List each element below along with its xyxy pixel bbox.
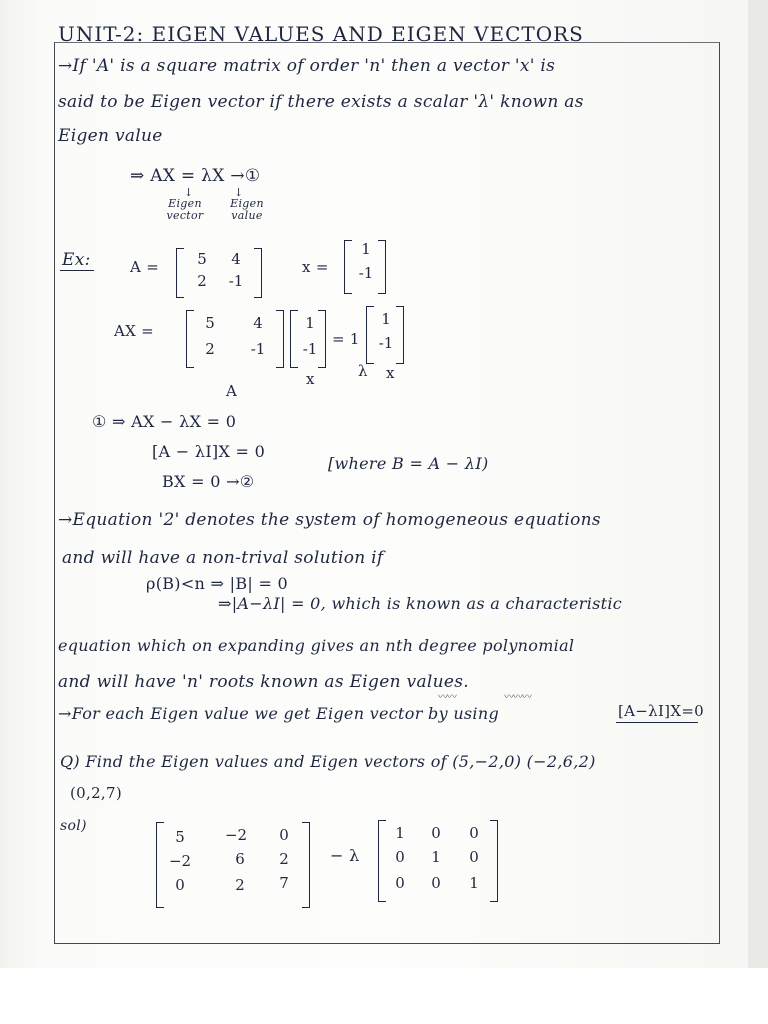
paragraph-2-line-5: equation which on expanding gives an nth degree polynomial <box>58 636 575 655</box>
matrix-A-left-bracket <box>176 248 184 298</box>
question-line-1: Q) Find the Eigen values and Eigen vectors of (5,−2,0) (−2,6,2) <box>60 752 596 771</box>
solution-matrix-cell: −2 <box>168 852 192 870</box>
AX-label: AX = <box>114 322 155 340</box>
vector-x-cell: -1 <box>358 264 374 282</box>
paragraph-2-line-4: ⇒|A−λI| = 0, which is known as a characteristic <box>218 594 623 613</box>
minus-lambda: − λ <box>330 846 360 865</box>
AX-matrix-cell: 4 <box>253 314 263 332</box>
AX-matrix-cell: 2 <box>205 340 215 358</box>
solution-matrix-cell: −2 <box>224 826 248 844</box>
AX-matrix-left-bracket <box>186 310 194 368</box>
solution-matrix-cell: 2 <box>279 850 289 868</box>
result-vector-cell: -1 <box>378 334 394 352</box>
equals-lambda: = 1 <box>332 330 360 348</box>
matrix-A-label: A = <box>130 258 160 276</box>
result-vector-right-bracket <box>396 306 404 364</box>
AX-matrix-cell: -1 <box>250 340 266 358</box>
page-title: UNIT-2: EIGEN VALUES AND EIGEN VECTORS <box>58 22 584 46</box>
AX-matrix-right-bracket <box>276 310 284 368</box>
matrix-A-right-bracket <box>254 248 262 298</box>
identity-cell: 0 <box>431 824 441 842</box>
eigen-vector-caption: Eigen vector <box>166 197 204 222</box>
vector-x-left-bracket <box>344 240 352 294</box>
eigen-value-arrow: ↓ <box>234 186 244 199</box>
solution-matrix-cell: 0 <box>279 826 289 844</box>
solution-matrix-cell: 5 <box>175 828 185 846</box>
result-vector-left-bracket <box>366 306 374 364</box>
under-x2-label: x <box>386 364 395 382</box>
question-line-2: (0,2,7) <box>70 784 122 802</box>
identity-cell: 0 <box>395 848 405 866</box>
solution-matrix-right-bracket <box>302 822 310 908</box>
under-A-label: A <box>226 382 238 400</box>
solution-label: sol) <box>60 818 87 834</box>
AX-vector-right-bracket <box>318 310 326 368</box>
under-x-label: x <box>306 370 315 388</box>
page-bottom-margin <box>0 968 768 1024</box>
derivation-line-3: BX = 0 →② <box>162 472 255 491</box>
AX-vector-cell: -1 <box>302 340 318 358</box>
paragraph-2-line-6: and will have 'n' roots known as Eigen values. <box>58 672 469 692</box>
eigen-value-caption: Eigen value <box>230 197 264 222</box>
values-wavy-underline: 〰〰〰 <box>504 692 531 703</box>
paragraph-3-formula: [A−λI]X=0 <box>618 702 705 720</box>
matrix-A-cell: 2 <box>197 272 207 290</box>
eigen-equation: ⇒ AX = λX →① <box>130 166 261 186</box>
matrix-A-cell: 4 <box>231 250 241 268</box>
identity-cell: 1 <box>431 848 441 866</box>
solution-matrix-cell: 2 <box>235 876 245 894</box>
derivation-line-2: [A − λI]X = 0 <box>152 442 266 461</box>
solution-matrix-cell: 0 <box>175 876 185 894</box>
definition-line-3: Eigen value <box>58 126 163 146</box>
solution-matrix-cell: 7 <box>279 874 289 892</box>
vector-x-right-bracket <box>378 240 386 294</box>
identity-cell: 0 <box>395 874 405 892</box>
derivation-line-1: ① ⇒ AX − λX = 0 <box>92 412 237 431</box>
vector-x-label: x = <box>302 258 329 276</box>
matrix-A-cell: 5 <box>197 250 207 268</box>
paragraph-2-line-1: →Equation '2' denotes the system of homogeneous equations <box>58 510 601 530</box>
AX-vector-left-bracket <box>290 310 298 368</box>
matrix-A-cell: -1 <box>228 272 244 290</box>
derivation-note: [where B = A − λI) <box>328 454 489 473</box>
identity-cell: 1 <box>395 824 405 842</box>
solution-matrix-cell: 6 <box>235 850 245 868</box>
paragraph-2-line-2: and will have a non-trival solution if <box>62 548 384 568</box>
AX-vector-cell: 1 <box>305 314 315 332</box>
solution-matrix-left-bracket <box>156 822 164 908</box>
example-label: Ex: <box>62 250 91 270</box>
definition-line-2: said to be Eigen vector if there exists a scalar 'λ' known as <box>58 92 584 112</box>
vector-x-cell: 1 <box>361 240 371 258</box>
paragraph-2-line-3: ρ(B)<n ⇒ |B| = 0 <box>146 574 289 593</box>
identity-cell: 0 <box>469 824 479 842</box>
AX-matrix-cell: 5 <box>205 314 215 332</box>
example-underline <box>60 270 94 271</box>
identity-cell: 1 <box>469 874 479 892</box>
definition-line-1: →If 'A' is a square matrix of order 'n' then a vector 'x' is <box>58 56 556 76</box>
identity-right-bracket <box>490 820 498 902</box>
eigen-vector-arrow: ↓ <box>184 186 194 199</box>
under-lambda-label: λ <box>358 362 368 380</box>
result-vector-cell: 1 <box>381 310 391 328</box>
identity-cell: 0 <box>431 874 441 892</box>
formula-underline <box>616 722 698 723</box>
identity-left-bracket <box>378 820 386 902</box>
paragraph-3-text: →For each Eigen value we get Eigen vector by using <box>58 704 499 723</box>
page-edge-shadow <box>748 0 768 1024</box>
identity-cell: 0 <box>469 848 479 866</box>
eigen-wavy-underline: 〰〰 <box>438 692 456 703</box>
